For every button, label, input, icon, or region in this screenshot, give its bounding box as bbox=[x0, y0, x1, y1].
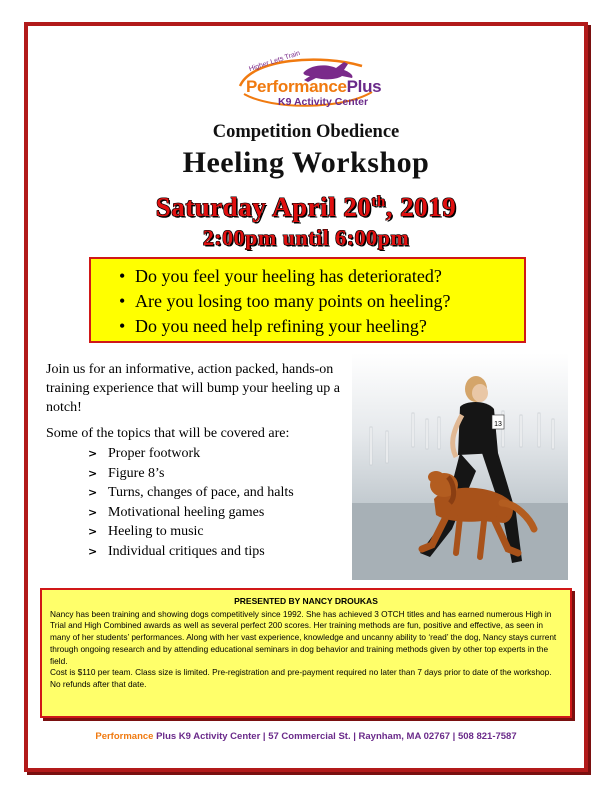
topics-list bbox=[88, 444, 294, 562]
handler-and-dog-photo bbox=[352, 353, 568, 580]
questions-box bbox=[89, 257, 526, 343]
cost-details: Cost is $110 per team. Class size is limited. Pre-registration and pre-payment required no later than 7 days prior to date of the workshop. No refunds after that date. bbox=[50, 667, 552, 689]
bullet-icon: • bbox=[119, 316, 126, 336]
presenter-info-box bbox=[40, 588, 572, 718]
logo-subtitle: K9 Activity Center bbox=[278, 96, 369, 108]
question-item: • Do you feel your heeling has deteriorated? bbox=[119, 264, 524, 289]
bib-number: 13 bbox=[494, 421, 502, 428]
performance-plus-logo bbox=[232, 49, 392, 112]
list-item: > Figure 8’s bbox=[88, 464, 294, 484]
bullet-icon: • bbox=[119, 266, 126, 286]
arrow-bullet-icon: > bbox=[88, 447, 98, 460]
bullet-icon: • bbox=[119, 291, 126, 311]
list-item: > Turns, changes of pace, and halts bbox=[88, 483, 294, 503]
logo-name: PerformancePlus bbox=[246, 77, 382, 96]
event-date: Saturday April 20th, 2019 bbox=[155, 192, 457, 222]
title-category: Competition Obedience bbox=[212, 122, 400, 142]
arrow-bullet-icon: > bbox=[88, 544, 98, 558]
logo-tagline: Higher Lets Train bbox=[248, 49, 302, 74]
list-item: > Proper footwork bbox=[88, 444, 294, 464]
presenter-heading: PRESENTED BY NANCY DROUKAS bbox=[234, 596, 378, 606]
arrow-bullet-icon: > bbox=[88, 525, 98, 539]
arrow-bullet-icon: > bbox=[88, 486, 98, 500]
list-item: > Individual critiques and tips bbox=[88, 542, 294, 562]
question-item: • Are you losing too many points on heeling? bbox=[119, 289, 524, 314]
list-item: > Heeling to music bbox=[88, 522, 294, 542]
arrow-bullet-icon: > bbox=[88, 505, 98, 519]
list-item: > Motivational heeling games bbox=[88, 503, 294, 523]
event-time: 2:00pm until 6:00pm bbox=[202, 225, 410, 250]
arrow-bullet-icon: > bbox=[88, 466, 98, 480]
question-item: • Do you need help refining your heeling? bbox=[119, 314, 524, 339]
title-workshop: Heeling Workshop bbox=[182, 146, 430, 179]
intro-text: Join us for an informative, action packed, hands-on training experience that will bump your heeling up a notch! bbox=[46, 362, 340, 415]
presenter-bio: Nancy has been training and showing dogs competitively since 1992. She has achieved 3 OTCH titles and has earned numerous High in Trial and High Combined awards as well as several perfect 200 scores. Her training methods are fun, positive and effective, as seen in many of her students’ performances. Along with her vast experience, knowledge and uncanny ability to ‘read’ the dog, Nancy stays current through ongoing research and by attending educational seminars in dog behavior and training methods given by other top experts in the field. bbox=[50, 608, 557, 666]
footer-contact: Performance Plus K9 Activity Center | 57 Commercial St. | Raynham, MA 02767 | 508 821-7587 bbox=[95, 731, 517, 742]
topics-heading: Some of the topics that will be covered are: bbox=[46, 426, 290, 441]
